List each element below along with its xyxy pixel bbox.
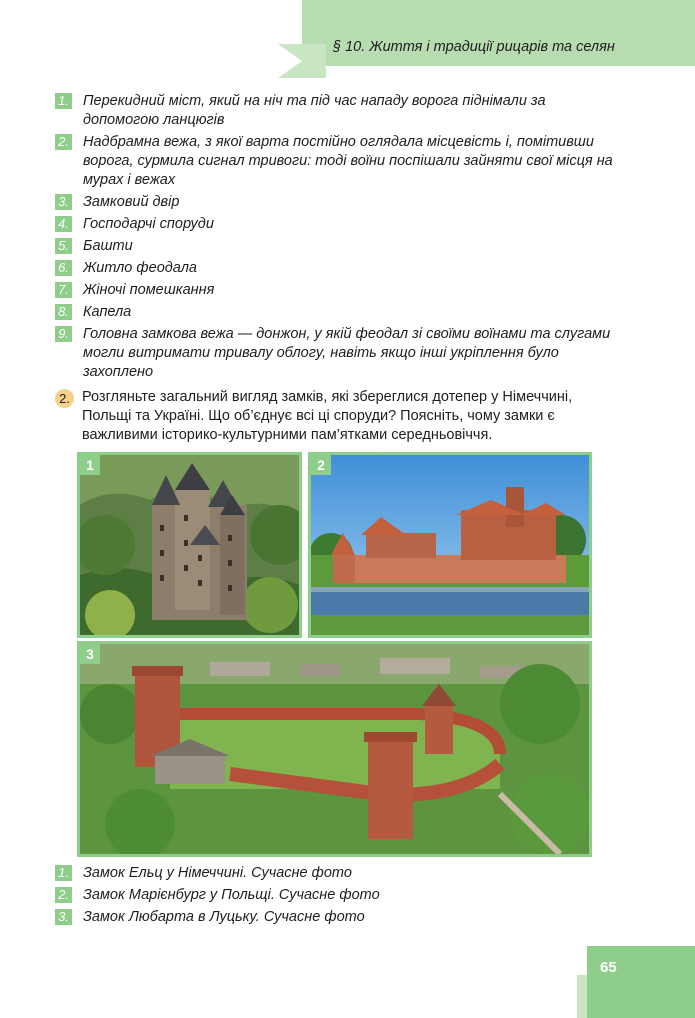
list-item xyxy=(55,133,625,190)
header-ribbon xyxy=(278,44,326,78)
question-number-badge: 2. xyxy=(55,389,74,408)
list-text: Головна замкова вежа — донжон, у якій феодал зі своїми воїнами та слугами могли витримати тривалу облогу, навіть якщо інші укріплення було захоплено xyxy=(83,326,611,380)
list-number: 1. xyxy=(55,93,72,109)
caption-item xyxy=(55,864,625,883)
caption-number: 3. xyxy=(55,909,72,925)
list-item xyxy=(55,237,625,256)
caption-text: Замок Любарта в Луцьку. Сучасне фото xyxy=(83,909,365,925)
list-number: 4. xyxy=(55,216,72,232)
caption-text: Замок Ельц у Німеччині. Сучасне фото xyxy=(83,865,352,881)
list-number: 6. xyxy=(55,260,72,276)
page-number: 65 xyxy=(600,959,617,976)
list-text: Капела xyxy=(83,304,132,320)
caption-text: Замок Марієнбург у Польщі. Сучасне фото xyxy=(83,887,380,903)
section-title: § 10. Життя і традиції рицарів та селян xyxy=(333,39,615,55)
malbork-castle-illustration xyxy=(311,455,589,635)
photo-badge: 1 xyxy=(80,455,100,475)
list-item xyxy=(55,303,625,322)
photo-badge: 3 xyxy=(80,644,100,664)
photo-malbork-castle xyxy=(308,452,592,638)
caption-item xyxy=(55,908,625,927)
caption-item xyxy=(55,886,625,905)
eltz-castle-illustration xyxy=(80,455,299,635)
list-number: 9. xyxy=(55,326,72,342)
castle-legend-list xyxy=(55,92,625,385)
page-number-strip xyxy=(577,975,587,1018)
list-number: 8. xyxy=(55,304,72,320)
photo-eltz-castle xyxy=(77,452,302,638)
caption-number: 1. xyxy=(55,865,72,881)
page-number-block xyxy=(587,946,695,1018)
list-number: 5. xyxy=(55,238,72,254)
list-text: Перекидний міст, який на ніч та під час нападу ворога піднімали за допомогою ланцюгів xyxy=(83,93,546,128)
list-text: Житло феодала xyxy=(83,260,197,276)
caption-number: 2. xyxy=(55,887,72,903)
list-item xyxy=(55,193,625,212)
photo-captions xyxy=(55,864,625,930)
header-band xyxy=(302,0,695,66)
list-item xyxy=(55,215,625,234)
list-text: Господарчі споруди xyxy=(83,216,214,232)
photo-badge: 2 xyxy=(311,455,331,475)
question-2 xyxy=(55,388,623,445)
list-item xyxy=(55,281,625,300)
list-number: 7. xyxy=(55,282,72,298)
question-text: Розгляньте загальний вигляд замків, які збереглися дотепер у Німеччині, Польщі та Україні. Що об’єднує всі ці споруди? Поясніть, чому замки є важливими історико-культурними пам’ятками середньовіччя. xyxy=(82,389,573,443)
list-number: 2. xyxy=(55,134,72,150)
list-text: Жіночі помешкання xyxy=(83,282,215,298)
list-item xyxy=(55,325,625,382)
list-item xyxy=(55,92,625,130)
list-item xyxy=(55,259,625,278)
photo-lubart-castle xyxy=(77,641,592,857)
list-text: Замковий двір xyxy=(83,194,180,210)
list-text: Надбрамна вежа, з якої варта постійно оглядала місцевість і, помітивши ворога, сурмила сигнал тривоги: тоді воїни поспішали зайняти свої місця на мурах і вежах xyxy=(83,134,613,188)
list-number: 3. xyxy=(55,194,72,210)
list-text: Башти xyxy=(83,238,133,254)
lubart-castle-illustration xyxy=(80,644,589,854)
